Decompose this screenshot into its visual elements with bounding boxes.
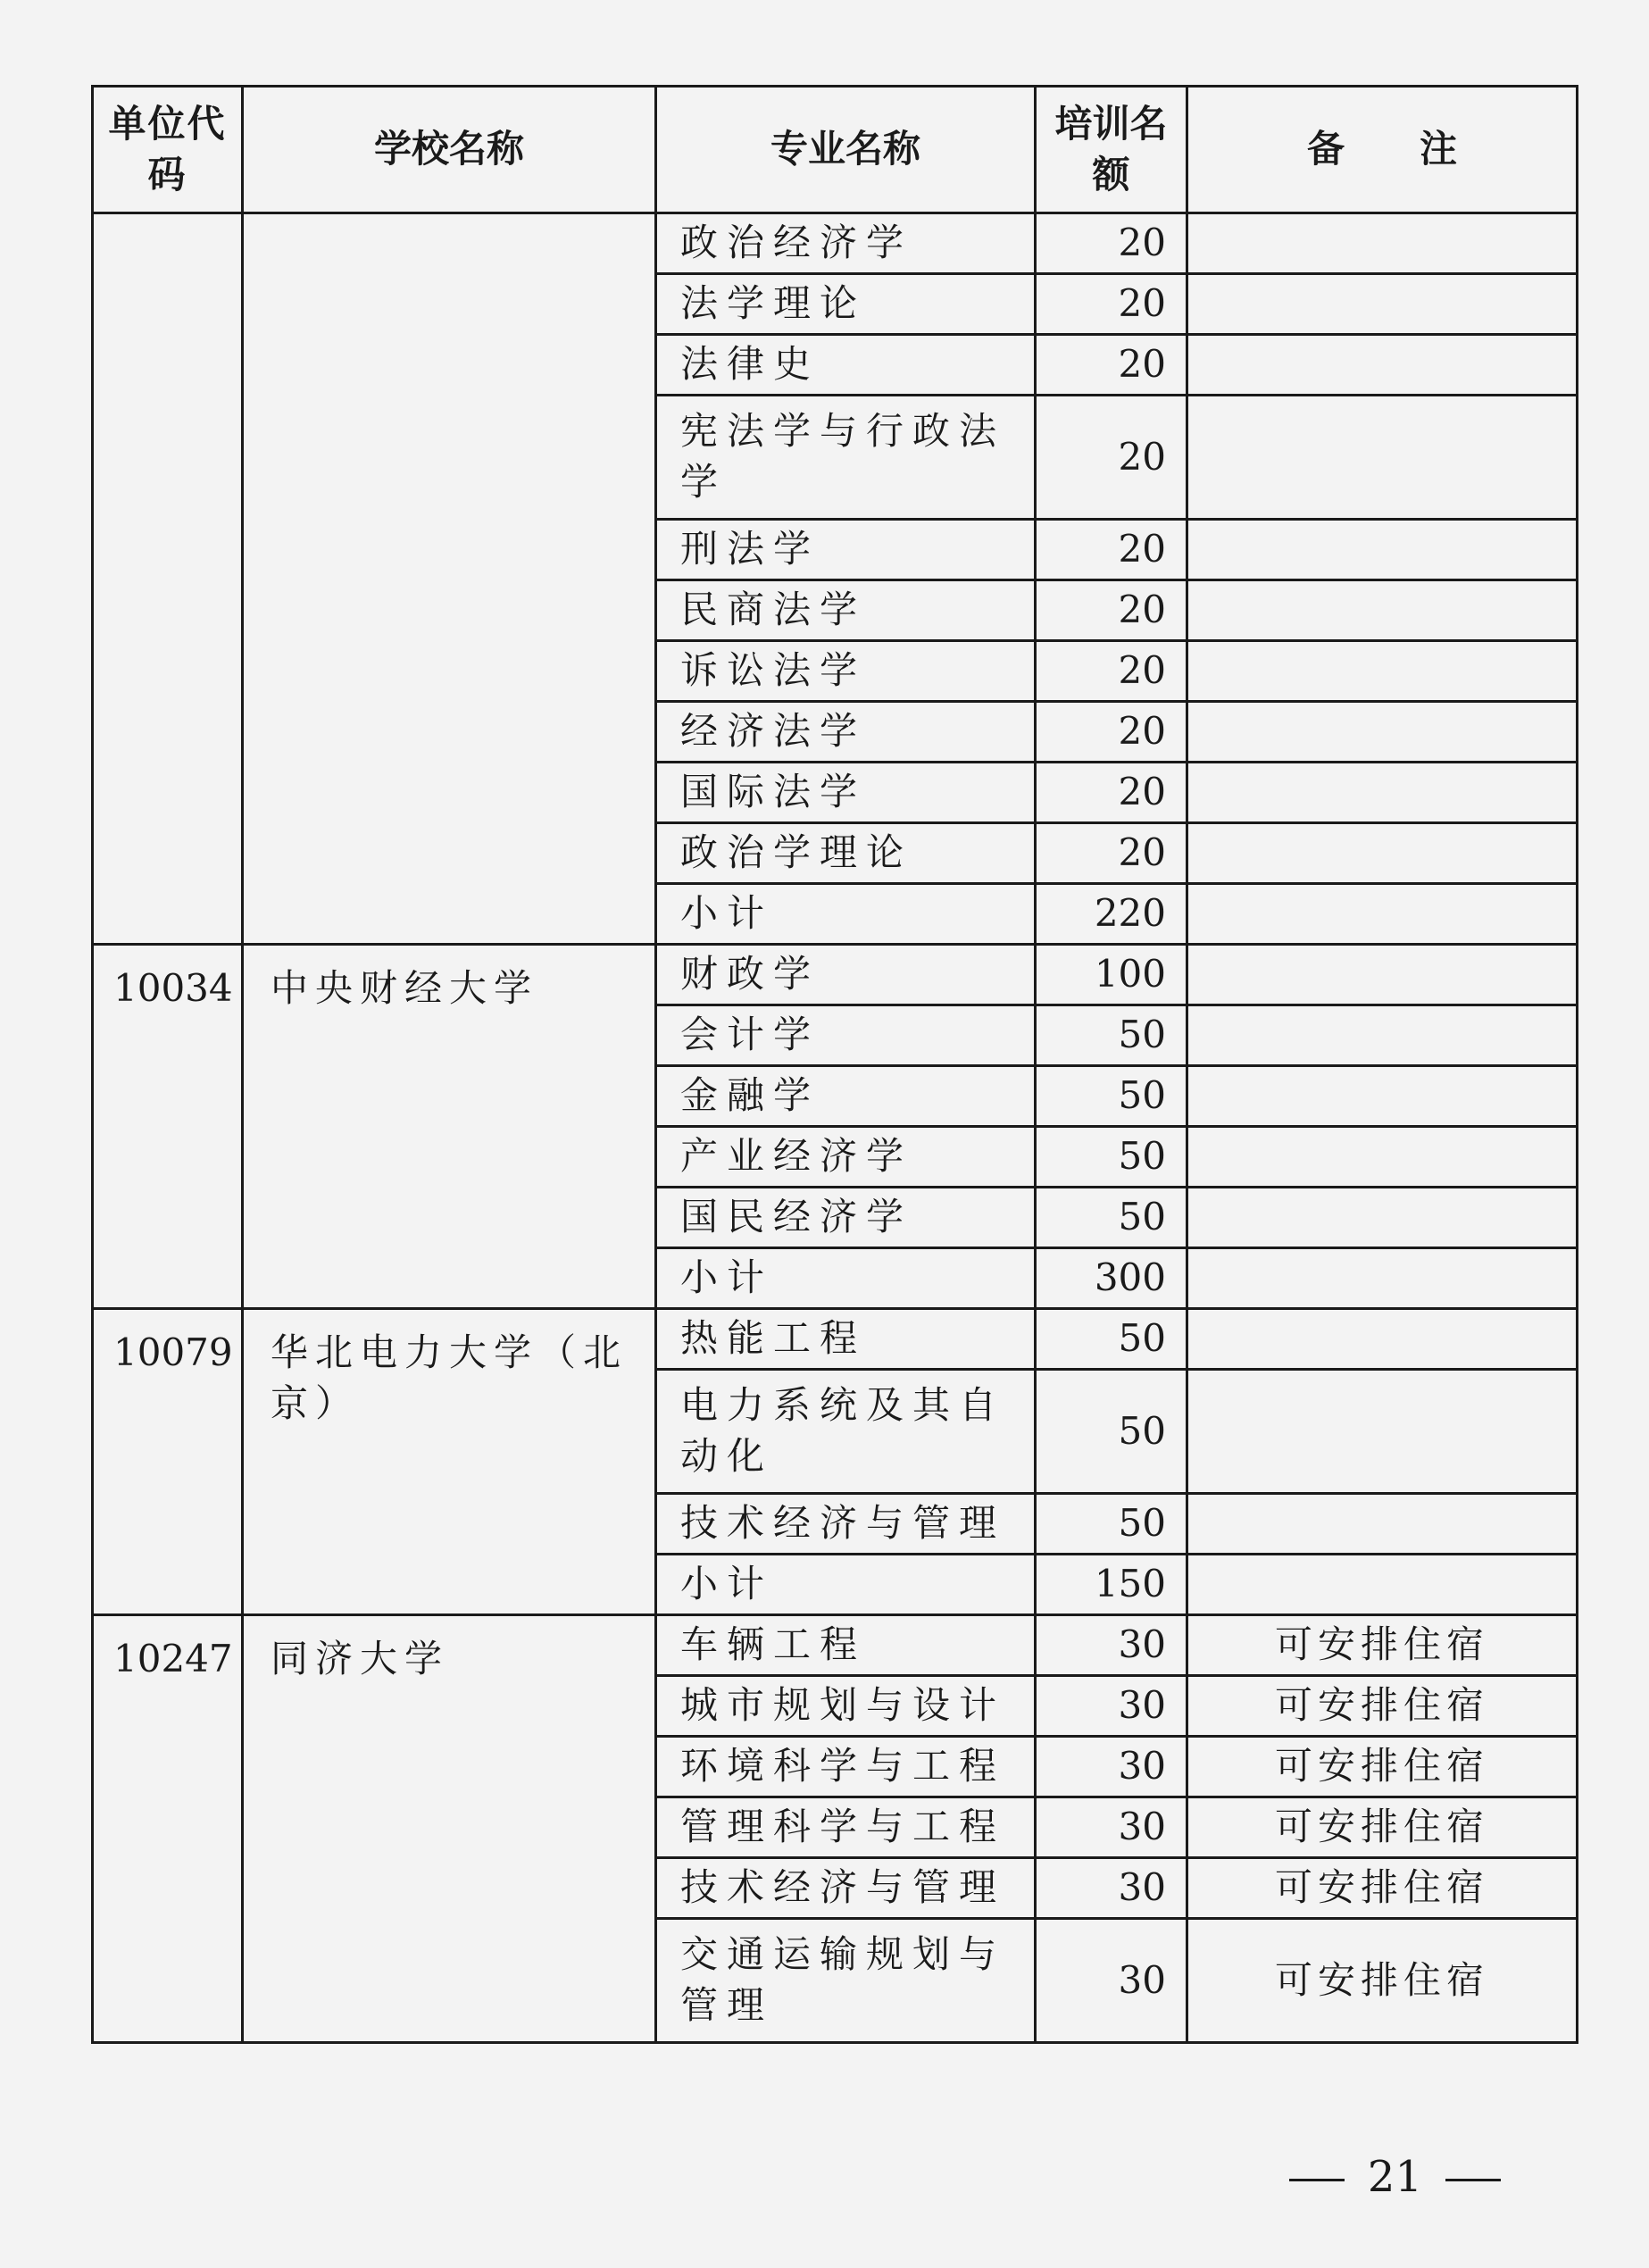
quota-cell: 50	[1036, 1309, 1187, 1370]
note-cell	[1187, 1309, 1578, 1370]
subtotal-quota-cell: 150	[1036, 1555, 1187, 1615]
subtotal-quota-cell: 300	[1036, 1248, 1187, 1309]
major-name-cell: 电力系统及其自动化	[656, 1370, 1036, 1494]
note-cell	[1187, 945, 1578, 1005]
note-cell	[1187, 580, 1578, 641]
school-name-cell: 中央财经大学	[243, 945, 656, 1309]
major-name-cell: 法律史	[656, 335, 1036, 396]
quota-cell: 20	[1036, 702, 1187, 763]
note-cell: 可安排住宿	[1187, 1919, 1578, 2043]
major-name-cell: 技术经济与管理	[656, 1858, 1036, 1919]
unit-code-cell: 10034	[93, 945, 243, 1309]
table-body	[93, 213, 1578, 2043]
note-cell	[1187, 641, 1578, 702]
major-name-cell: 会计学	[656, 1005, 1036, 1066]
major-name-cell: 法学理论	[656, 274, 1036, 335]
unit-code-cell: 10247	[93, 1615, 243, 2043]
quota-cell: 50	[1036, 1494, 1187, 1555]
table-row	[93, 1615, 1578, 1676]
major-name-cell: 车辆工程	[656, 1615, 1036, 1676]
page-number: 21	[1367, 2152, 1422, 2202]
note-cell	[1187, 1188, 1578, 1248]
unit-code-cell	[93, 213, 243, 945]
quota-cell: 20	[1036, 213, 1187, 274]
header-school-name: 学校名称	[243, 87, 656, 213]
quota-cell: 50	[1036, 1188, 1187, 1248]
note-cell	[1187, 1127, 1578, 1188]
footer-dash-right	[1445, 2179, 1501, 2181]
quota-cell: 20	[1036, 823, 1187, 884]
table-row	[93, 1309, 1578, 1370]
unit-code-cell: 10079	[93, 1309, 243, 1615]
quota-cell: 20	[1036, 520, 1187, 580]
note-cell	[1187, 1555, 1578, 1615]
school-name-cell: 同济大学	[243, 1615, 656, 2043]
major-name-cell: 经济法学	[656, 702, 1036, 763]
quota-cell: 30	[1036, 1615, 1187, 1676]
major-name-cell: 环境科学与工程	[656, 1737, 1036, 1797]
note-cell	[1187, 1248, 1578, 1309]
major-name-cell: 政治学理论	[656, 823, 1036, 884]
quota-cell: 20	[1036, 274, 1187, 335]
major-name-cell: 管理科学与工程	[656, 1797, 1036, 1858]
school-name-cell	[243, 213, 656, 945]
note-cell	[1187, 1066, 1578, 1127]
major-name-cell: 财政学	[656, 945, 1036, 1005]
table-row	[93, 945, 1578, 1005]
header-unit-code: 单位代码	[93, 87, 243, 213]
header-row	[93, 87, 1578, 213]
note-cell	[1187, 520, 1578, 580]
major-name-cell: 交通运输规划与管理	[656, 1919, 1036, 2043]
quota-cell: 20	[1036, 580, 1187, 641]
note-cell: 可安排住宿	[1187, 1676, 1578, 1737]
note-cell: 可安排住宿	[1187, 1797, 1578, 1858]
header-note: 备 注	[1187, 87, 1578, 213]
quota-cell: 30	[1036, 1676, 1187, 1737]
major-name-cell: 技术经济与管理	[656, 1494, 1036, 1555]
header-quota: 培训名额	[1036, 87, 1187, 213]
major-name-cell: 刑法学	[656, 520, 1036, 580]
note-cell	[1187, 213, 1578, 274]
major-name-cell: 国际法学	[656, 763, 1036, 823]
note-cell	[1187, 335, 1578, 396]
enrollment-table	[91, 85, 1578, 2044]
quota-cell: 30	[1036, 1919, 1187, 2043]
note-cell	[1187, 702, 1578, 763]
subtotal-quota-cell: 220	[1036, 884, 1187, 945]
quota-cell: 20	[1036, 335, 1187, 396]
quota-cell: 50	[1036, 1127, 1187, 1188]
footer-dash-left	[1289, 2179, 1345, 2181]
note-cell	[1187, 1494, 1578, 1555]
quota-cell: 30	[1036, 1737, 1187, 1797]
note-cell: 可安排住宿	[1187, 1615, 1578, 1676]
major-name-cell: 宪法学与行政法学	[656, 396, 1036, 520]
major-name-cell: 热能工程	[656, 1309, 1036, 1370]
quota-cell: 30	[1036, 1858, 1187, 1919]
note-cell: 可安排住宿	[1187, 1737, 1578, 1797]
note-cell	[1187, 1005, 1578, 1066]
page-footer	[1266, 2152, 1524, 2202]
major-name-cell: 国民经济学	[656, 1188, 1036, 1248]
note-cell: 可安排住宿	[1187, 1858, 1578, 1919]
major-name-cell: 政治经济学	[656, 213, 1036, 274]
note-cell	[1187, 396, 1578, 520]
quota-cell: 20	[1036, 396, 1187, 520]
subtotal-label-cell: 小计	[656, 1248, 1036, 1309]
note-cell	[1187, 884, 1578, 945]
quota-cell: 30	[1036, 1797, 1187, 1858]
quota-cell: 50	[1036, 1370, 1187, 1494]
note-cell	[1187, 823, 1578, 884]
quota-cell: 50	[1036, 1066, 1187, 1127]
school-name-cell: 华北电力大学（北京）	[243, 1309, 656, 1615]
quota-cell: 20	[1036, 763, 1187, 823]
quota-cell: 50	[1036, 1005, 1187, 1066]
quota-cell: 100	[1036, 945, 1187, 1005]
note-cell	[1187, 274, 1578, 335]
quota-cell: 20	[1036, 641, 1187, 702]
header-major-name: 专业名称	[656, 87, 1036, 213]
note-cell	[1187, 763, 1578, 823]
major-name-cell: 金融学	[656, 1066, 1036, 1127]
note-cell	[1187, 1370, 1578, 1494]
table-row	[93, 213, 1578, 274]
major-name-cell: 民商法学	[656, 580, 1036, 641]
subtotal-label-cell: 小计	[656, 1555, 1036, 1615]
major-name-cell: 诉讼法学	[656, 641, 1036, 702]
subtotal-label-cell: 小计	[656, 884, 1036, 945]
major-name-cell: 城市规划与设计	[656, 1676, 1036, 1737]
major-name-cell: 产业经济学	[656, 1127, 1036, 1188]
